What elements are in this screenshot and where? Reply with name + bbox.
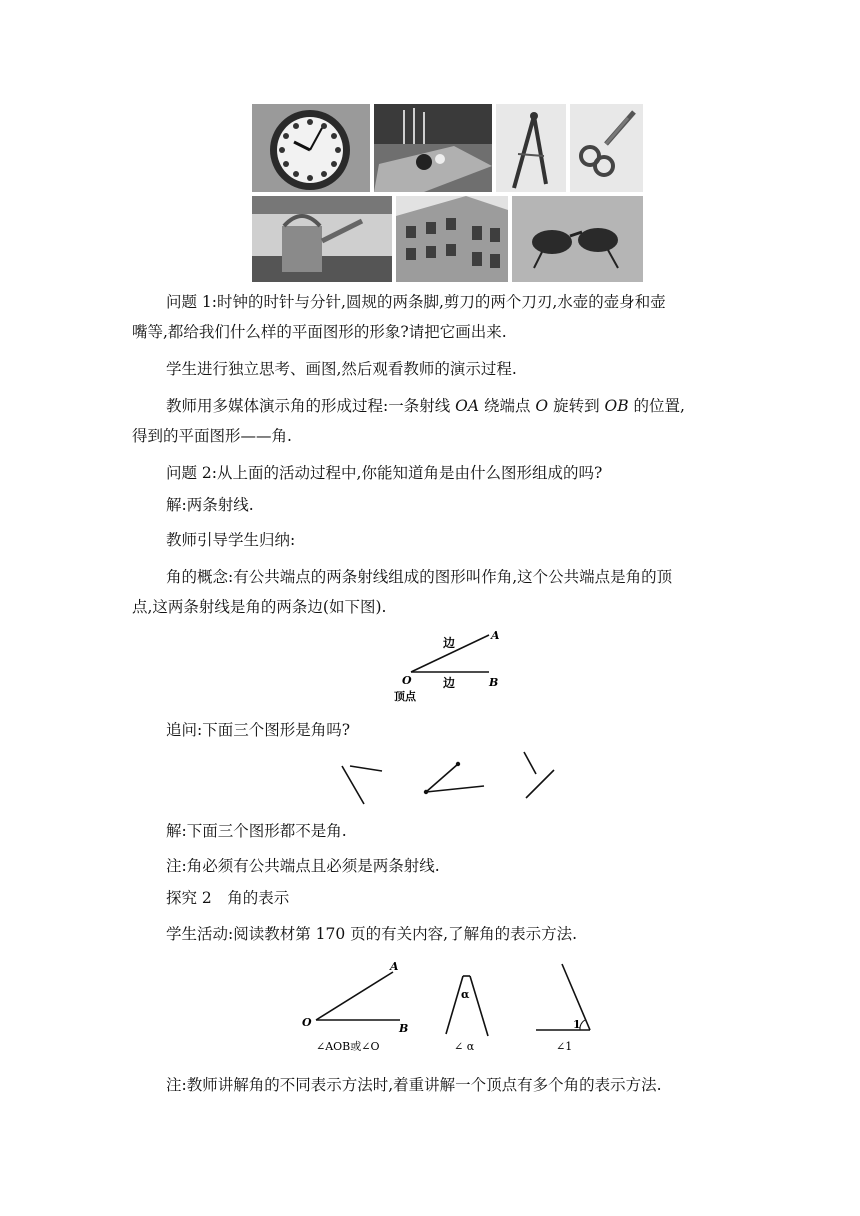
angle-concept-figure	[388, 626, 508, 704]
beetles-icon	[512, 196, 643, 282]
figure-2-line-b	[426, 786, 484, 792]
non-angle-figures	[330, 746, 570, 810]
point-b-label: B	[489, 676, 499, 689]
concept-line-1: 角的概念:有公共端点的两条射线组成的图形叫作角,这个公共端点是角的顶	[166, 568, 673, 586]
answer-1: 解:两条射线.	[166, 496, 254, 514]
watering-can-photo	[252, 196, 392, 282]
point-o-label: O	[402, 674, 412, 687]
compass-photo	[496, 104, 566, 192]
caption-alpha: ∠ α	[454, 1040, 475, 1053]
student-activity: 学生活动:阅读教材第 170 页的有关内容,了解角的表示方法.	[166, 925, 578, 943]
note-1: 注:角必须有公共端点且必须是两条射线.	[166, 857, 440, 875]
figure-1-line-a	[342, 766, 364, 804]
clock-icon	[252, 104, 370, 192]
scissors-photo	[570, 104, 643, 192]
caption-aob: ∠AOB或∠O	[316, 1040, 380, 1053]
beetles-photo	[512, 196, 643, 282]
scissors-icon	[570, 104, 643, 192]
watering-can-icon	[252, 196, 392, 282]
note-2: 注:教师讲解角的不同表示方法时,着重讲解一个顶点有多个角的表示方法.	[166, 1076, 662, 1094]
teacher-demo-line-2: 得到的平面图形——角.	[132, 427, 292, 445]
photo-strip	[250, 102, 645, 284]
concept-line-2: 点,这两条射线是角的两条边(如下图).	[132, 598, 387, 616]
rep-point-o-label: O	[302, 1016, 312, 1029]
question-1-line-1: 问题 1:时钟的时针与分针,圆规的两条脚,剪刀的两个刀刃,水壶的壶身和壶	[166, 293, 666, 311]
answer-2: 解:下面三个图形都不是角.	[166, 822, 347, 840]
rep-point-b-label: B	[399, 1022, 409, 1035]
building-photo	[396, 196, 508, 282]
caption-one: ∠1	[556, 1040, 573, 1053]
figure-3-line-b	[526, 770, 554, 798]
building-icon	[396, 196, 508, 282]
clock-photo	[252, 104, 370, 192]
rep-point-a-label: A	[390, 960, 399, 973]
figure-2-endpoint-dot	[456, 762, 460, 766]
alpha-label: α	[461, 988, 470, 1001]
question-2: 问题 2:从上面的活动过程中,你能知道角是由什么图形组成的吗?	[166, 464, 603, 482]
student-think: 学生进行独立思考、画图,然后观看教师的演示过程.	[166, 360, 517, 378]
vertex-label: 顶点	[394, 690, 416, 703]
one-label: 1	[573, 1018, 581, 1031]
explore-2-heading: 探究 2 角的表示	[166, 889, 290, 907]
figure-1-line-b	[350, 766, 382, 771]
teacher-demo-line-1: 教师用多媒体演示角的形成过程:一条射线 OA 绕端点 O 旋转到 OB 的位置,	[166, 397, 685, 415]
followup-question: 追问:下面三个图形是角吗?	[166, 721, 351, 739]
side-lower-label: 边	[443, 676, 456, 690]
figure-2-vertex-dot	[424, 790, 428, 794]
go-board-photo	[374, 104, 492, 192]
side-upper-label: 边	[443, 636, 456, 650]
question-1-line-2: 嘴等,都给我们什么样的平面图形的形象?请把它画出来.	[132, 323, 507, 341]
angle-representation-figure	[296, 952, 606, 1062]
compass-icon	[496, 104, 566, 192]
figure-3-line-a	[524, 752, 536, 774]
figure-2-line-a	[426, 764, 458, 792]
point-a-label: A	[491, 629, 500, 642]
teacher-guide: 教师引导学生归纳:	[166, 531, 296, 549]
